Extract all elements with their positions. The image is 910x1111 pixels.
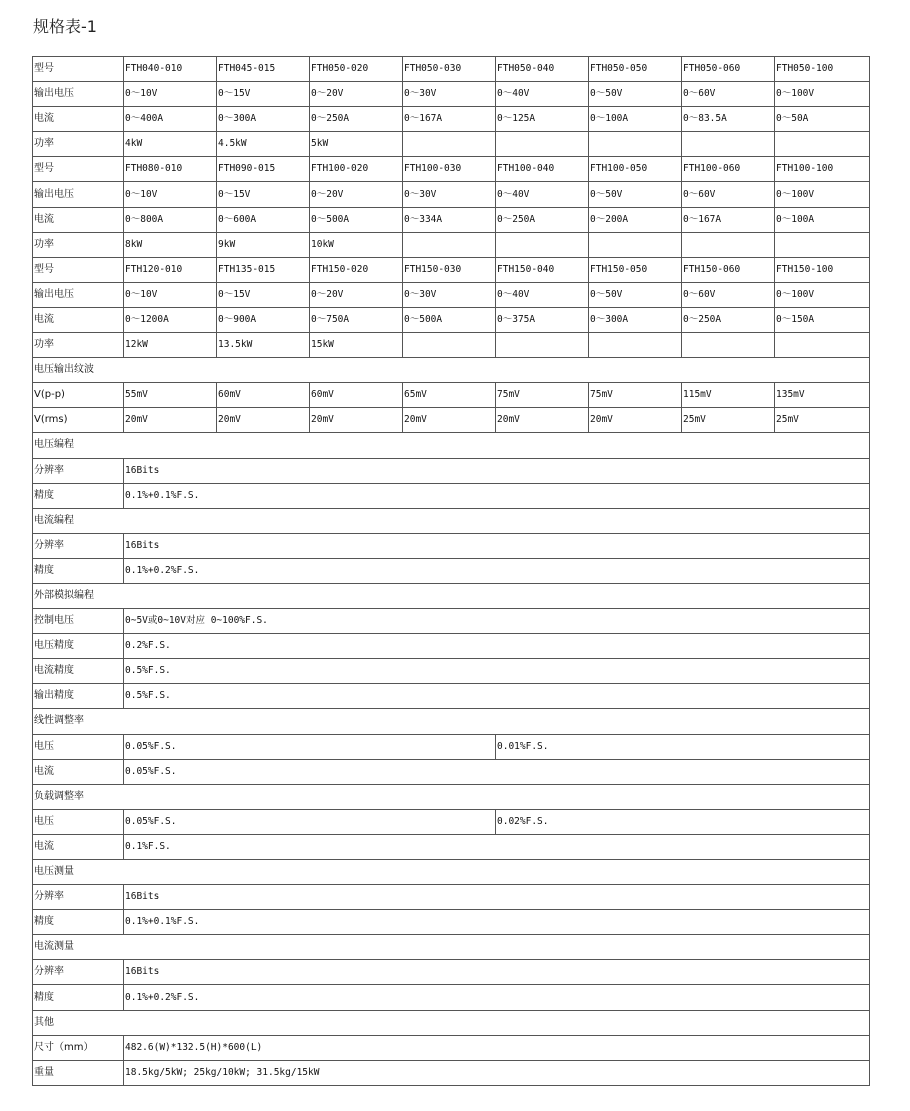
table-cell: 0.1%+0.1%F.S. [124,483,870,508]
table-cell: 0～1200A [124,307,217,332]
table-row [33,57,870,82]
table-row [33,333,870,358]
table-cell: 0～167A [403,107,496,132]
table-cell: 0.5%F.S. [124,684,870,709]
table-cell: 482.6(W)*132.5(H)*600(L) [124,1035,870,1060]
table-cell: 0～50V [589,82,682,107]
table-row [33,960,870,985]
table-cell: 16Bits [124,533,870,558]
table-cell: 0～50V [589,282,682,307]
row-label-cell: 型号 [33,157,124,182]
table-row [33,408,870,433]
table-row [33,358,870,383]
table-row [33,232,870,257]
row-label-cell: 输出电压 [33,82,124,107]
row-label-cell: 功率 [33,132,124,157]
table-cell: 0～500A [310,207,403,232]
table-cell: 0～250A [310,107,403,132]
row-label-cell: 电压 [33,809,124,834]
table-cell: 16Bits [124,458,870,483]
table-cell: 20mV [403,408,496,433]
table-row [33,1060,870,1085]
table-row [33,82,870,107]
table-cell: FTH100-050 [589,157,682,182]
table-cell: 0～750A [310,307,403,332]
table-row [33,834,870,859]
row-label-cell: 功率 [33,232,124,257]
table-cell: 0～40V [496,282,589,307]
table-row [33,609,870,634]
table-cell: 60mV [217,383,310,408]
row-label-cell: 负载调整率 [33,784,870,809]
spec-table [32,56,870,1086]
table-row [33,759,870,784]
table-cell: FTH150-060 [682,257,775,282]
table-cell: FTH050-100 [775,57,870,82]
table-cell [589,333,682,358]
table-row [33,282,870,307]
row-label-cell: 型号 [33,57,124,82]
table-cell: 0～375A [496,307,589,332]
table-row [33,558,870,583]
table-cell: 13.5kW [217,333,310,358]
table-cell [589,232,682,257]
table-cell: 0～20V [310,82,403,107]
table-cell: 0.05%F.S. [124,759,870,784]
table-cell [403,232,496,257]
table-cell: 0.1%F.S. [124,834,870,859]
table-cell [775,232,870,257]
table-cell [682,232,775,257]
table-cell: 18.5kg/5kW; 25kg/10kW; 31.5kg/15kW [124,1060,870,1085]
table-row [33,659,870,684]
table-cell: FTH090-015 [217,157,310,182]
table-cell: 12kW [124,333,217,358]
row-label-cell: 电压测量 [33,860,870,885]
table-cell: 15kW [310,333,403,358]
table-cell: 0～50A [775,107,870,132]
row-label-cell: 精度 [33,985,124,1010]
table-row [33,383,870,408]
row-label-cell: 分辨率 [33,885,124,910]
row-label-cell: 功率 [33,333,124,358]
table-row [33,935,870,960]
table-cell: 20mV [217,408,310,433]
table-cell: 0～10V [124,282,217,307]
row-label-cell: 精度 [33,558,124,583]
table-cell: 20mV [310,408,403,433]
table-cell: 16Bits [124,960,870,985]
row-label-cell: 电压输出纹波 [33,358,870,383]
row-label-cell: 尺寸（mm） [33,1035,124,1060]
table-cell: FTH150-030 [403,257,496,282]
table-cell: 0～250A [496,207,589,232]
table-cell: 0～200A [589,207,682,232]
row-label-cell: 输出电压 [33,282,124,307]
table-cell: FTH050-060 [682,57,775,82]
table-row [33,583,870,608]
table-cell: 0～400A [124,107,217,132]
table-cell: FTH100-040 [496,157,589,182]
table-cell: FTH100-020 [310,157,403,182]
table-cell [403,333,496,358]
table-cell: 20mV [124,408,217,433]
row-label-cell: 分辨率 [33,458,124,483]
table-cell: 0～300A [217,107,310,132]
row-label-cell: 型号 [33,257,124,282]
table-row [33,734,870,759]
table-cell: 0.1%+0.2%F.S. [124,985,870,1010]
table-cell: FTH050-030 [403,57,496,82]
table-cell: FTH150-050 [589,257,682,282]
table-cell: 20mV [496,408,589,433]
row-label-cell: 电流 [33,759,124,784]
table-cell: FTH045-015 [217,57,310,82]
table-cell: FTH150-020 [310,257,403,282]
table-cell: 115mV [682,383,775,408]
table-cell [775,333,870,358]
row-label-cell: 控制电压 [33,609,124,634]
table-cell: 0～20V [310,182,403,207]
table-cell: 4.5kW [217,132,310,157]
table-cell: 0～900A [217,307,310,332]
table-cell: 0.05%F.S. [124,734,496,759]
table-cell: 0～150A [775,307,870,332]
table-row [33,809,870,834]
table-cell: 0～125A [496,107,589,132]
table-cell [496,132,589,157]
table-cell: FTH050-040 [496,57,589,82]
table-cell: 0～15V [217,182,310,207]
table-row [33,860,870,885]
table-cell: 0～10V [124,182,217,207]
table-cell: 0～60V [682,82,775,107]
row-label-cell: 输出精度 [33,684,124,709]
table-cell: 0～100A [589,107,682,132]
row-label-cell: 电流 [33,307,124,332]
table-cell: 20mV [589,408,682,433]
table-cell: 0～600A [217,207,310,232]
table-row [33,709,870,734]
table-row [33,107,870,132]
row-label-cell: 电流 [33,107,124,132]
table-cell: 0～30V [403,82,496,107]
table-cell [496,333,589,358]
table-cell: FTH080-010 [124,157,217,182]
table-row [33,634,870,659]
table-cell: 0.2%F.S. [124,634,870,659]
table-cell: 0～40V [496,182,589,207]
table-cell: FTH100-060 [682,157,775,182]
table-cell: 0.01%F.S. [496,734,870,759]
table-cell: 0～30V [403,282,496,307]
table-cell [682,132,775,157]
table-cell: 75mV [589,383,682,408]
table-cell: FTH040-010 [124,57,217,82]
table-cell: 5kW [310,132,403,157]
table-row [33,1010,870,1035]
table-cell: 10kW [310,232,403,257]
row-label-cell: 分辨率 [33,960,124,985]
table-cell: 0～500A [403,307,496,332]
row-label-cell: 电流精度 [33,659,124,684]
table-cell: 60mV [310,383,403,408]
row-label-cell: 电流 [33,207,124,232]
table-row [33,885,870,910]
table-cell [403,132,496,157]
table-cell: 0～60V [682,282,775,307]
table-cell: 0～20V [310,282,403,307]
table-cell: 0.02%F.S. [496,809,870,834]
table-cell: 0～83.5A [682,107,775,132]
table-row [33,182,870,207]
table-row [33,207,870,232]
row-label-cell: 精度 [33,910,124,935]
table-cell: 0～10V [124,82,217,107]
table-cell: 25mV [682,408,775,433]
table-cell: FTH050-050 [589,57,682,82]
table-cell [589,132,682,157]
table-row [33,533,870,558]
table-cell: FTH100-030 [403,157,496,182]
table-cell: 0～30V [403,182,496,207]
table-row [33,483,870,508]
table-cell: 0～250A [682,307,775,332]
table-cell: 0~5V或0~10V对应 0~100%F.S. [124,609,870,634]
table-cell: 0.1%+0.1%F.S. [124,910,870,935]
table-cell: 0～15V [217,82,310,107]
table-cell: 0.1%+0.2%F.S. [124,558,870,583]
table-cell: 0～300A [589,307,682,332]
table-cell: 0～100V [775,82,870,107]
table-cell: 65mV [403,383,496,408]
table-cell: 0～40V [496,82,589,107]
row-label-cell: 外部模拟编程 [33,583,870,608]
table-cell: FTH150-040 [496,257,589,282]
table-row [33,1035,870,1060]
row-label-cell: 线性调整率 [33,709,870,734]
spec-table-body [33,57,870,1086]
table-cell [496,232,589,257]
table-cell: 0～60V [682,182,775,207]
table-cell: FTH100-100 [775,157,870,182]
row-label-cell: 重量 [33,1060,124,1085]
table-row [33,784,870,809]
row-label-cell: 分辨率 [33,533,124,558]
table-row [33,684,870,709]
row-label-cell: 其他 [33,1010,870,1035]
table-row [33,910,870,935]
table-cell: 0～100A [775,207,870,232]
table-cell: 0～15V [217,282,310,307]
table-cell: 9kW [217,232,310,257]
row-label-cell: 电流测量 [33,935,870,960]
table-row [33,985,870,1010]
row-label-cell: 输出电压 [33,182,124,207]
table-cell: 0～100V [775,282,870,307]
table-cell: 16Bits [124,885,870,910]
table-row [33,458,870,483]
row-label-cell: 精度 [33,483,124,508]
row-label-cell: 电压精度 [33,634,124,659]
table-cell: 0.5%F.S. [124,659,870,684]
table-cell: 4kW [124,132,217,157]
table-cell: FTH120-010 [124,257,217,282]
table-cell: 0～800A [124,207,217,232]
table-row [33,433,870,458]
table-row [33,132,870,157]
row-label-cell: 电压编程 [33,433,870,458]
page-title: 规格表-1 [33,17,97,36]
table-cell: 75mV [496,383,589,408]
table-cell [775,132,870,157]
row-label-cell: 电压 [33,734,124,759]
table-cell: 25mV [775,408,870,433]
table-cell [682,333,775,358]
table-cell: FTH150-100 [775,257,870,282]
row-label-cell: 电流 [33,834,124,859]
table-row [33,307,870,332]
table-cell: 8kW [124,232,217,257]
table-cell: FTH050-020 [310,57,403,82]
table-row [33,257,870,282]
row-label-cell: 电流编程 [33,508,870,533]
table-cell: 135mV [775,383,870,408]
table-cell: 0～50V [589,182,682,207]
table-row [33,508,870,533]
table-cell: 0.05%F.S. [124,809,496,834]
row-label-cell: V(rms) [33,408,124,433]
table-cell: 55mV [124,383,217,408]
table-cell: 0～167A [682,207,775,232]
table-row [33,157,870,182]
table-cell: FTH135-015 [217,257,310,282]
table-cell: 0～100V [775,182,870,207]
row-label-cell: V(p-p) [33,383,124,408]
table-cell: 0～334A [403,207,496,232]
